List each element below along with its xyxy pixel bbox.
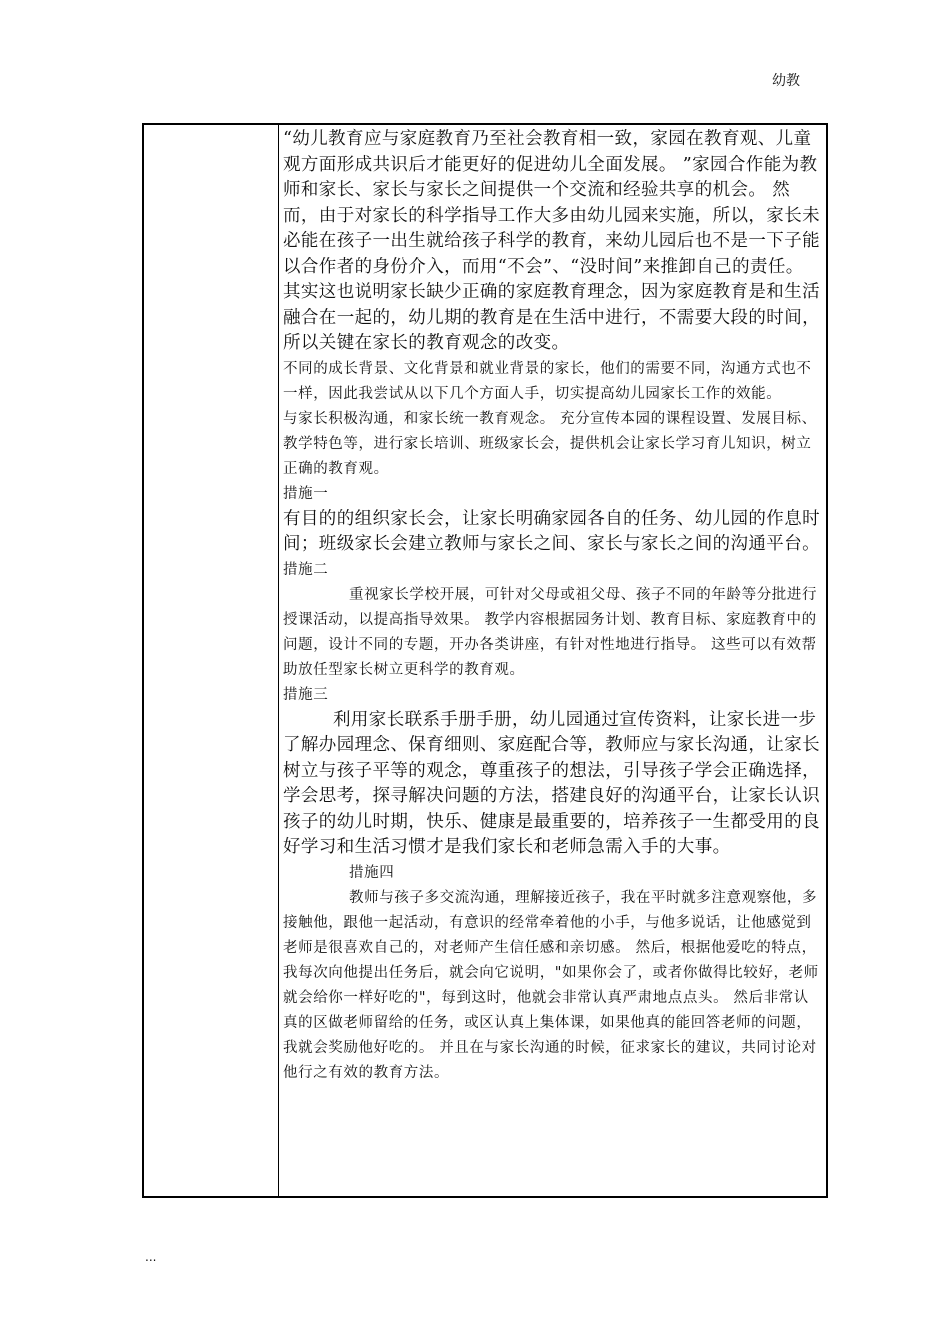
heading-measure-3: 措施三: [283, 686, 329, 703]
paragraph-measure-1: 有目的的组织家长会，让家长明确家园各自的任务、幼儿园的作息时间；班级家长会建立教师与家长之间、家长与家长之间的沟通平台。: [283, 508, 820, 554]
heading-measure-4: 措施四: [349, 864, 395, 881]
page-footer-mark: ...: [145, 1250, 157, 1264]
paragraph-measure-3: 利用家长联系手册手册，幼儿园通过宣传资料，让家长进一步了解办园理念、保育细则、家庭配合等，教师应与家长沟通，让家长树立与孩子平等的观念，尊重孩子的想法，引导孩子学会正确选择，学会思考，探寻解决问题的方法，搭建良好的沟通平台，让家长认识孩子的幼儿时期，快乐、健康是最重要的，培养孩子一生都受用的良好学习和生活习惯才是我们家长和老师急需入手的大事。: [283, 709, 820, 857]
table-left-column: [144, 125, 279, 1196]
paragraph-intro: “幼儿教育应与家庭教育乃至社会教育相一致，家园在教育观、儿童观方面形成共识后才能更好的促进幼儿全面发展。 ”家园合作能为教师和家长、家长与家长之间提供一个交流和经验共享的机会。 然而，由于对家长的科学指导工作大多由幼儿园来实施，所以，家长未必能在孩子一出生就给孩子科学的教育，来幼儿园后也不是一下子能以合作者的身份介入，而用“不会”、“没时间”来推卸自己的责任。 其实这也说明家长缺少正确的家庭教育理念，因为家庭教育是和生活融合在一起的，幼儿期的教育是在生活中进行，不需要大段的时间，所以关键在家长的教育观念的改变。: [283, 129, 820, 353]
paragraph-background: 不同的成长背景、文化背景和就业背景的家长，他们的需要不同，沟通方式也不一样，因此我尝试从以下几个方面人手，切实提高幼儿园家长工作的效能。: [283, 360, 812, 402]
paragraph-communication: 与家长积极沟通，和家长统一教育观念。 充分宣传本园的课程设置、发展目标、教学特色等，进行家长培训、班级家长会，提供机会让家长学习育儿知识，树立正确的教育观。: [283, 410, 817, 477]
heading-measure-1: 措施一: [283, 485, 329, 502]
heading-measure-2: 措施二: [283, 561, 329, 578]
paragraph-measure-4: 教师与孩子多交流沟通，理解接近孩子，我在平时就多注意观察他，多接触他，跟他一起活动，有意识的经常牵着他的小手，与他多说话，让他感觉到老师是很喜欢自己的，对老师产生信任感和亲切感。 然后，根据他爱吃的特点，我每次向他提出任务后，就会向它说明，"如果你会了，或者你做得比较好，老师就会给你一样好吃的"，每到这时，他就会非常认真严肃地点点头。 然后非常认真的区做老师留给的任务，或区认真上集体课，如果他真的能回答老师的问题，我就会奖励他好吃的。 并且在与家长沟通的时候，征求家长的建议，共同讨论对他行之有效的教育方法。: [283, 889, 819, 1081]
content-table: [142, 123, 828, 1198]
paragraph-measure-2: 重视家长学校开展，可针对父母或祖父母、孩子不同的年龄等分批进行授课活动，以提高指导效果。 教学内容根据园务计划、教育目标、家庭教育中的问题，设计不同的专题，开办各类讲座，有针对性地进行指导。 这些可以有效帮助放任型家长树立更科学的教育观。: [283, 586, 818, 678]
page-header-label: 幼教: [772, 73, 800, 89]
table-content-cell: [283, 127, 823, 1086]
